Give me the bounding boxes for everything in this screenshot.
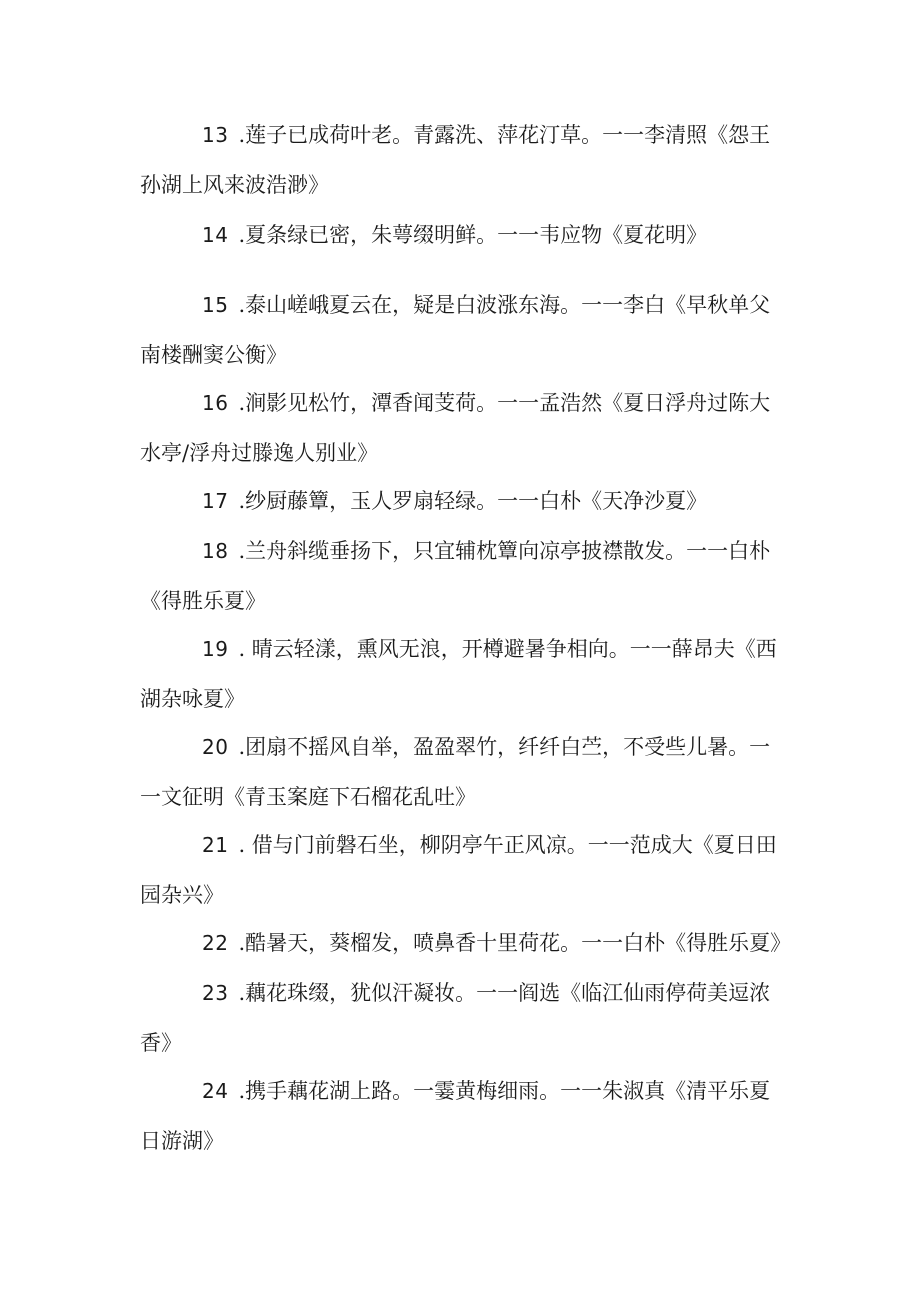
entry-text-line: 水亭/浮舟过滕逸人别业》 [140, 441, 379, 465]
entry-number: 22 [202, 931, 229, 955]
entry-number: 13 [202, 123, 229, 147]
entry-text-line: .兰舟斜缆垂扬下，只宜辅枕簟向凉亭披襟散发。一一白朴 [238, 539, 771, 563]
poem-entry-13 [140, 110, 790, 210]
poem-entry-14 [140, 210, 790, 260]
poem-entry-18 [140, 526, 790, 626]
entry-text-line: 湖杂咏夏》 [140, 687, 245, 711]
entry-number: 15 [202, 293, 229, 317]
entry-text-line: 孙湖上风来波浩渺》 [140, 173, 329, 197]
poem-entry-23 [140, 968, 790, 1068]
poem-entry-21 [140, 820, 790, 920]
entry-number: 18 [202, 539, 229, 563]
entry-number: 24 [202, 1079, 229, 1103]
entry-text-line: 日游湖》 [140, 1129, 224, 1153]
poem-entry-22 [140, 918, 790, 968]
entry-number: 23 [202, 981, 229, 1005]
entry-text-line: . 借与门前磐石坐，柳阴亭午正风凉。一一范成大《夏日田 [238, 833, 777, 857]
poem-entry-16 [140, 378, 790, 478]
entry-text-line: .酷暑天，葵榴发，喷鼻香十里荷花。一一白朴《得胜乐夏》 [238, 931, 792, 955]
entry-text-line: 南楼酬窦公衡》 [140, 343, 287, 367]
entry-text-line: .泰山嵯峨夏云在，疑是白波涨东海。一一李白《早秋单父 [238, 293, 771, 317]
entry-text-line: 园杂兴》 [140, 883, 224, 907]
entry-number: 16 [202, 391, 229, 415]
entry-text-line: 一文征明《青玉案庭下石榴花乱吐》 [140, 785, 476, 809]
entry-number: 19 [202, 637, 229, 661]
entry-text-line: 香》 [140, 1031, 182, 1055]
entry-text-line: .携手藕花湖上路。一霎黄梅细雨。一一朱淑真《清平乐夏 [238, 1079, 771, 1103]
entry-text-line: .夏条绿已密，朱萼缀明鲜。一一韦应物《夏花明》 [238, 223, 708, 247]
entry-text-line: . 晴云轻漾，熏风无浪，开樽避暑争相向。一一薛昂夫《西 [238, 637, 777, 661]
poem-entry-24 [140, 1066, 790, 1166]
poem-entry-19 [140, 624, 790, 724]
entry-text-line: .藕花珠缀，犹似汗凝妆。一一阎选《临江仙雨停荷美逗浓 [238, 981, 771, 1005]
entry-number: 14 [202, 223, 229, 247]
entry-text-line: .涧影见松竹，潭香闻芰荷。一一孟浩然《夏日浮舟过陈大 [238, 391, 771, 415]
poem-entry-15 [140, 280, 790, 380]
entry-text-line: .莲子已成荷叶老。青露洗、萍花汀草。一一李清照《怨王 [238, 123, 771, 147]
entry-text-line: .团扇不摇风自举，盈盈翠竹，纤纤白苎，不受些儿暑。一 [238, 735, 771, 759]
poem-entry-17 [140, 476, 790, 526]
entry-number: 20 [202, 735, 229, 759]
entry-number: 17 [202, 489, 229, 513]
entry-number: 21 [202, 833, 229, 857]
entry-text-line: .纱厨藤簟，玉人罗扇轻绿。一一白朴《天净沙夏》 [238, 489, 708, 513]
entry-text-line: 《得胜乐夏》 [140, 589, 266, 613]
poem-entry-20 [140, 722, 790, 822]
